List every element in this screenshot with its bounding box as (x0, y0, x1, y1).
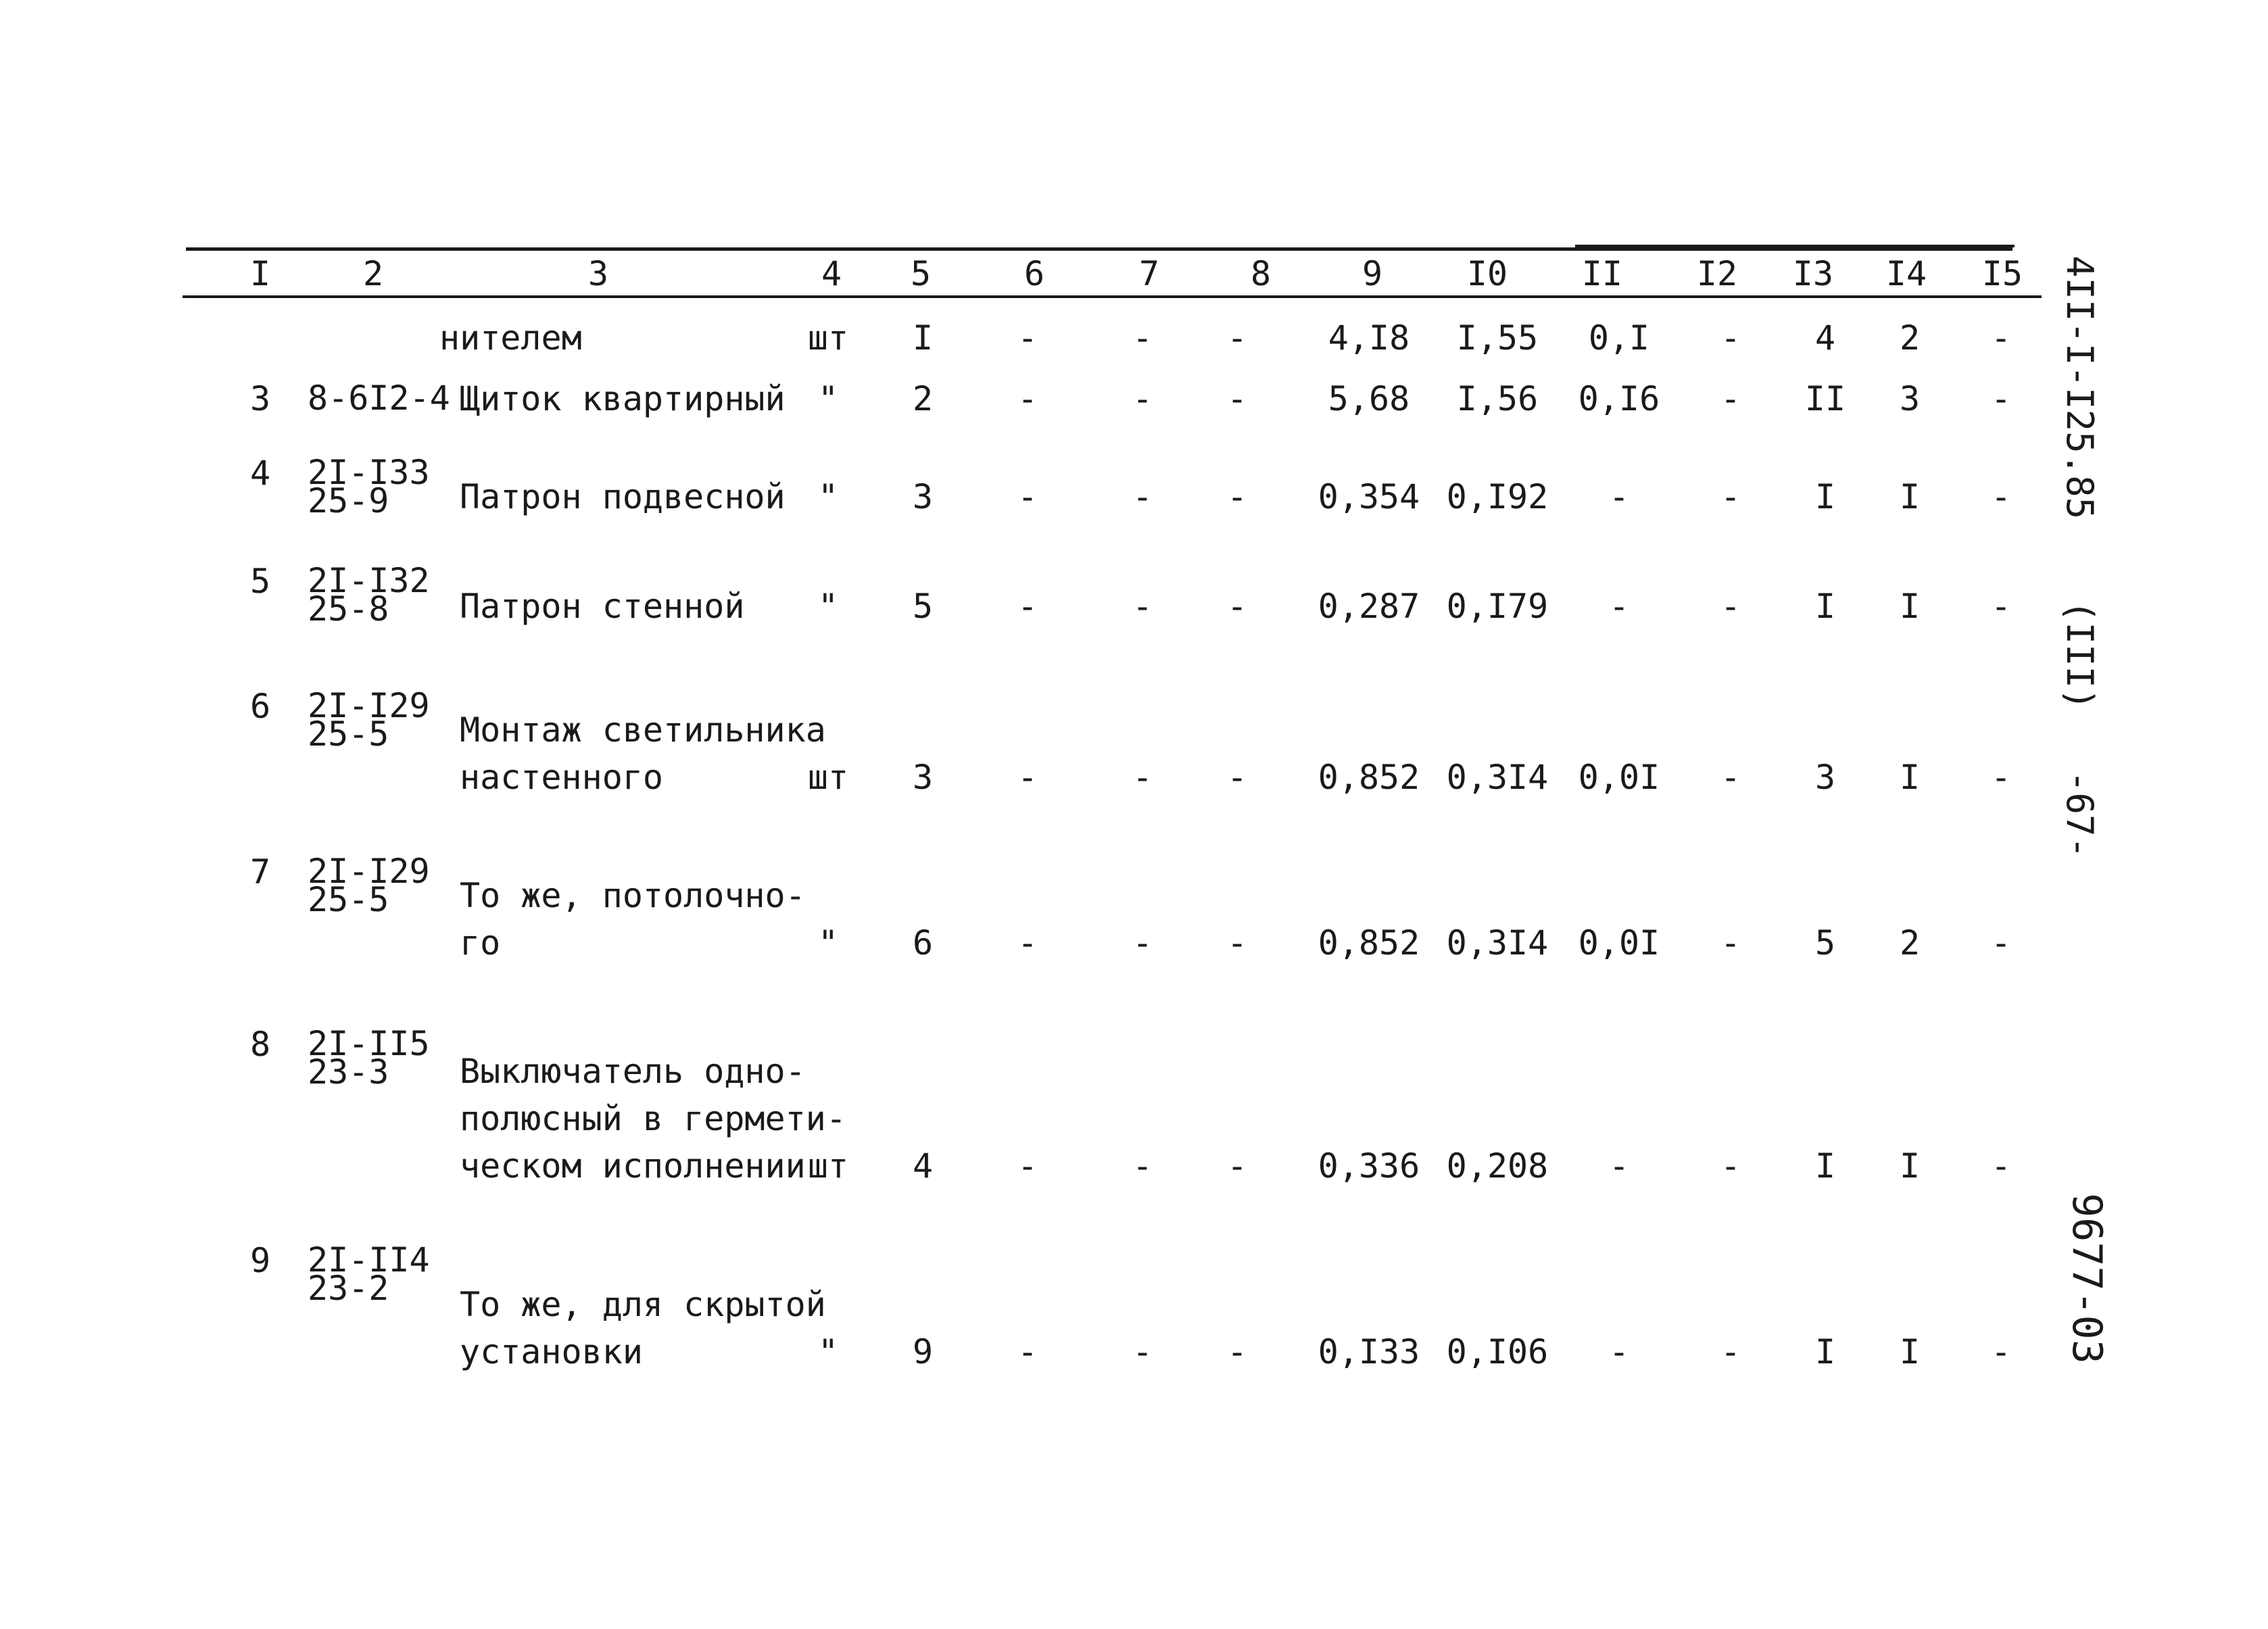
value-c9: 0,I33 (1318, 1332, 1420, 1371)
value-c8: - (1226, 318, 1248, 358)
value-c13: I (1814, 477, 1836, 516)
header-col-9: 9 (1361, 254, 1383, 293)
header-col-12: I2 (1696, 254, 1738, 293)
value-c7: - (1132, 758, 1153, 797)
value-c13: 4 (1814, 318, 1836, 358)
value-c15: - (1990, 758, 2012, 797)
value-c12: - (1720, 758, 1741, 797)
value-c14: 2 (1899, 318, 1921, 358)
code-line-2: 25-5 (308, 714, 389, 754)
row-number: 6 (249, 687, 271, 726)
code-line-1: 2I-I29 (308, 686, 430, 725)
header-col-11: II (1581, 254, 1623, 293)
value-c9: 0,354 (1318, 477, 1420, 516)
value-c9: 0,852 (1318, 923, 1420, 963)
value-c6: - (1017, 379, 1038, 418)
value-c15: - (1990, 1146, 2012, 1186)
value-c7: - (1132, 318, 1153, 358)
unit: шт (807, 318, 849, 358)
value-c9: 0,852 (1318, 758, 1420, 797)
code-line-1: 2I-I29 (308, 852, 430, 891)
value-c12: - (1720, 1332, 1741, 1371)
value-c15: - (1990, 923, 2012, 963)
value-c7: - (1132, 923, 1153, 963)
code-line-1: 2I-II4 (308, 1240, 430, 1280)
value-c13: 3 (1814, 758, 1836, 797)
side-inventory-number: 9677-03 (2063, 1193, 2110, 1364)
description-line: полюсный в гермети- (460, 1099, 846, 1138)
value-c5: 6 (912, 923, 934, 963)
value-c6: - (1017, 758, 1038, 797)
value-c13: I (1814, 1332, 1836, 1371)
value-c7: - (1132, 587, 1153, 626)
description-line: Монтаж светильника (460, 710, 826, 750)
code-line-1: 2I-I33 (308, 453, 430, 492)
code-line-2: 25-9 (308, 481, 389, 520)
value-c10: 0,208 (1446, 1146, 1549, 1186)
value-c12: - (1720, 587, 1741, 626)
row-number: 5 (249, 562, 271, 601)
header-col-15: I5 (1981, 254, 2023, 293)
value-c15: - (1990, 587, 2012, 626)
value-c14: 3 (1899, 379, 1921, 418)
value-c13: I (1814, 1146, 1836, 1186)
code-line-1: 2I-I32 (308, 561, 430, 600)
value-c13: 5 (1814, 923, 1836, 963)
header-col-10: I0 (1466, 254, 1508, 293)
unit: шт (807, 1146, 849, 1186)
header-col-8: 8 (1250, 254, 1272, 293)
description-line: го (460, 923, 501, 963)
value-c10: 0,I79 (1446, 587, 1549, 626)
side-doc-number: 4II-I-I25.85 (2058, 256, 2101, 520)
value-c14: I (1899, 587, 1921, 626)
description-line: ческом исполнении (460, 1146, 806, 1186)
value-c11: 0,0I (1578, 758, 1660, 797)
value-c14: I (1899, 1332, 1921, 1371)
value-c5: 3 (912, 758, 934, 797)
value-c10: I,56 (1456, 379, 1539, 418)
description-line: установки (460, 1332, 643, 1371)
value-c14: I (1899, 1146, 1921, 1186)
value-c6: - (1017, 1146, 1038, 1186)
value-c8: - (1226, 379, 1248, 418)
code-line-2: 25-8 (308, 589, 389, 629)
code-line-1: 2I-II5 (308, 1024, 430, 1063)
description-line: То же, для скрытой (460, 1285, 826, 1324)
value-c10: I,55 (1456, 318, 1539, 358)
value-c13: II (1804, 379, 1846, 418)
value-c12: - (1720, 318, 1741, 358)
value-c6: - (1017, 318, 1038, 358)
header-col-3: 3 (587, 254, 609, 293)
value-c9: 0,336 (1318, 1146, 1420, 1186)
header-col-13: I3 (1792, 254, 1834, 293)
header-col-7: 7 (1138, 254, 1160, 293)
header-col-14: I4 (1885, 254, 1927, 293)
value-c15: - (1990, 379, 2012, 418)
value-c5: 3 (912, 477, 934, 516)
value-c10: 0,I06 (1446, 1332, 1549, 1371)
value-c5: 4 (912, 1146, 934, 1186)
value-c11: - (1608, 477, 1630, 516)
value-c12: - (1720, 477, 1741, 516)
value-c8: - (1226, 1146, 1248, 1186)
unit: " (817, 477, 839, 516)
value-c8: - (1226, 758, 1248, 797)
header-col-5: 5 (910, 254, 932, 293)
side-page-number: -67- (2058, 771, 2101, 859)
description-line: нителем (439, 318, 582, 358)
value-c6: - (1017, 477, 1038, 516)
value-c7: - (1132, 379, 1153, 418)
description-line: Патрон подвесной (460, 477, 786, 516)
value-c11: 0,0I (1578, 923, 1660, 963)
value-c13: I (1814, 587, 1836, 626)
value-c12: - (1720, 379, 1741, 418)
value-c12: - (1720, 1146, 1741, 1186)
value-c11: 0,I6 (1578, 379, 1660, 418)
value-c15: - (1990, 477, 2012, 516)
value-c5: 2 (912, 379, 934, 418)
value-c9: 5,68 (1328, 379, 1410, 418)
value-c8: - (1226, 923, 1248, 963)
value-c7: - (1132, 1146, 1153, 1186)
code-line-2: 23-3 (308, 1052, 389, 1092)
value-c14: I (1899, 758, 1921, 797)
value-c15: - (1990, 318, 2012, 358)
value-c6: - (1017, 1332, 1038, 1371)
unit: " (817, 587, 839, 626)
description-line: Выключатель одно- (460, 1052, 806, 1091)
header-col-2: 2 (362, 254, 384, 293)
value-c6: - (1017, 923, 1038, 963)
value-c8: - (1226, 587, 1248, 626)
value-c11: - (1608, 1146, 1630, 1186)
value-c7: - (1132, 1332, 1153, 1371)
description-line: настенного (460, 758, 664, 797)
side-album: (III) (2058, 600, 2101, 710)
unit: " (817, 1332, 839, 1371)
row-number: 9 (249, 1241, 271, 1280)
row-number: 7 (249, 852, 271, 892)
unit: шт (807, 758, 849, 797)
value-c10: 0,3I4 (1446, 758, 1549, 797)
value-c9: 0,287 (1318, 587, 1420, 626)
value-c5: I (912, 318, 934, 358)
description-line: Щиток квартирный (460, 379, 786, 418)
code-line-2: 25-5 (308, 880, 389, 919)
value-c11: - (1608, 1332, 1630, 1371)
value-c5: 9 (912, 1332, 934, 1371)
code-line-2: 23-2 (308, 1269, 389, 1308)
value-c12: - (1720, 923, 1741, 963)
header-col-1: I (249, 254, 271, 293)
value-c10: 0,3I4 (1446, 923, 1549, 963)
row-number: 8 (249, 1025, 271, 1064)
header-col-4: 4 (821, 254, 842, 293)
description-line: То же, потолочно- (460, 876, 806, 915)
value-c15: - (1990, 1332, 2012, 1371)
unit: " (817, 923, 839, 963)
table-top-rule-right (1575, 245, 2014, 247)
value-c14: I (1899, 477, 1921, 516)
value-c8: - (1226, 477, 1248, 516)
value-c7: - (1132, 477, 1153, 516)
description-line: Патрон стенной (460, 587, 745, 626)
row-number: 3 (249, 379, 271, 418)
row-number: 4 (249, 454, 271, 493)
value-c5: 5 (912, 587, 934, 626)
value-c8: - (1226, 1332, 1248, 1371)
value-c11: - (1608, 587, 1630, 626)
code-line-1: 8-6I2-4 (308, 379, 450, 418)
unit: " (817, 379, 839, 418)
value-c9: 4,I8 (1328, 318, 1410, 358)
value-c10: 0,I92 (1446, 477, 1549, 516)
header-col-6: 6 (1023, 254, 1045, 293)
value-c11: 0,I (1588, 318, 1650, 358)
value-c6: - (1017, 587, 1038, 626)
value-c14: 2 (1899, 923, 1921, 963)
